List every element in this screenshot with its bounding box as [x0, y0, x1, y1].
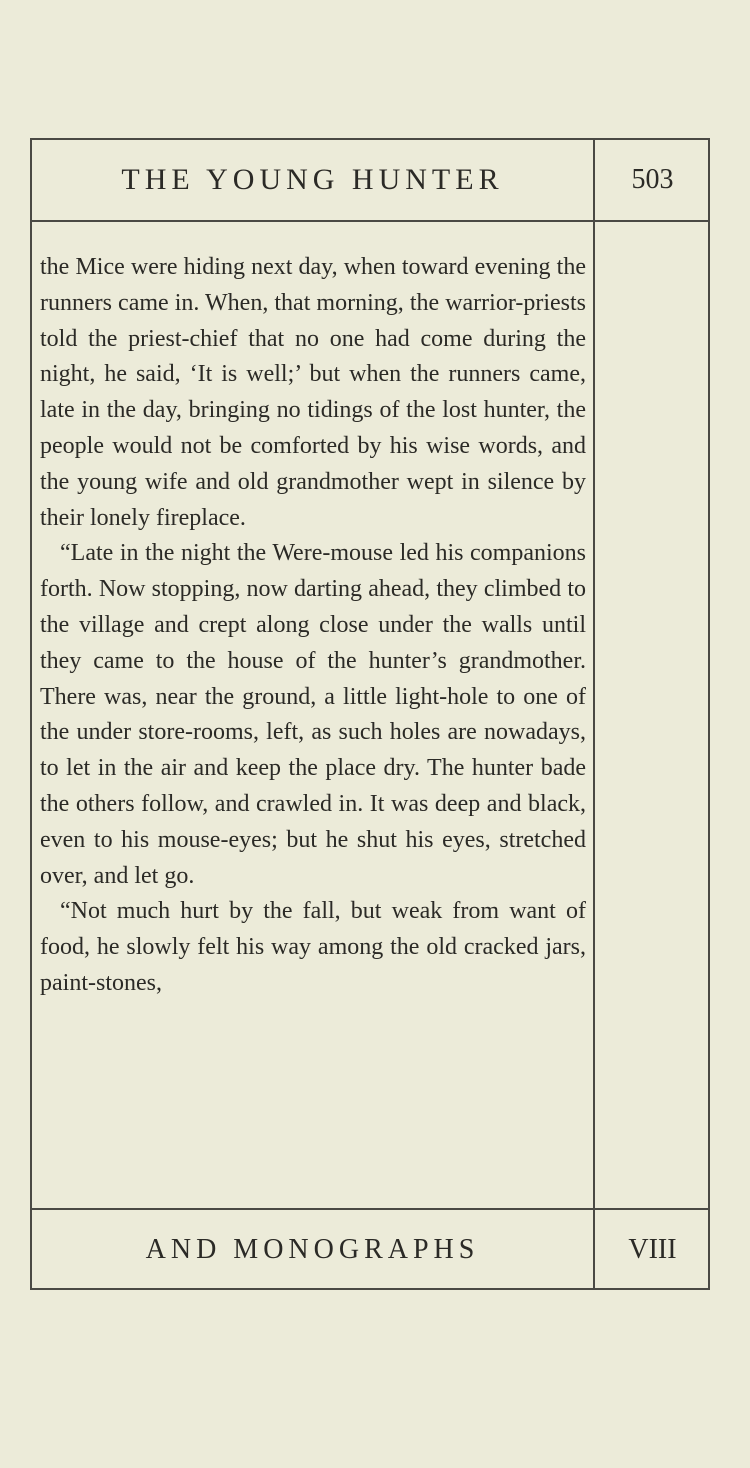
paragraph: the Mice were hiding next day, when toward evening the runners came in. When, that morning, the warrior-priests told the priest-chief that no one had come during the night, he said, ‘It is well;’ but when the runners came, late in the day, bringing no tidings of the lost hunter, the people would not be comforted by his wise words, and the young wife and old grandmother wept in silence by their lonely fireplace. [40, 254, 586, 531]
body-text [40, 250, 586, 1002]
header-divider [32, 220, 708, 222]
footer-divider [32, 1208, 708, 1210]
page-number: 503 [631, 164, 674, 195]
paragraph: “Not much hurt by the fall, but weak from want of food, he slowly felt his way among the old cracked jars, paint-stones, [40, 898, 586, 996]
column-divider [593, 140, 595, 1288]
volume-number: VIII [628, 1234, 677, 1265]
paragraph: “Late in the night the Were-mouse led his companions forth. Now stopping, now darting ahead, they climbed to the village and crept along close under the walls until they came to the house of the hunter’s grandmother. There was, near the ground, a little light-hole to one of the under store-rooms, left, as such holes are nowadays, to let in the air and keep the place dry. The hunter bade the others follow, and crawled in. It was deep and black, even to his mouse-eyes; but he shut his eyes, stretched over, and let go. [40, 540, 586, 889]
page-frame [30, 138, 710, 1290]
running-foot-title: AND MONOGRAPHS [145, 1234, 480, 1265]
running-head-title: THE YOUNG HUNTER [121, 163, 504, 196]
